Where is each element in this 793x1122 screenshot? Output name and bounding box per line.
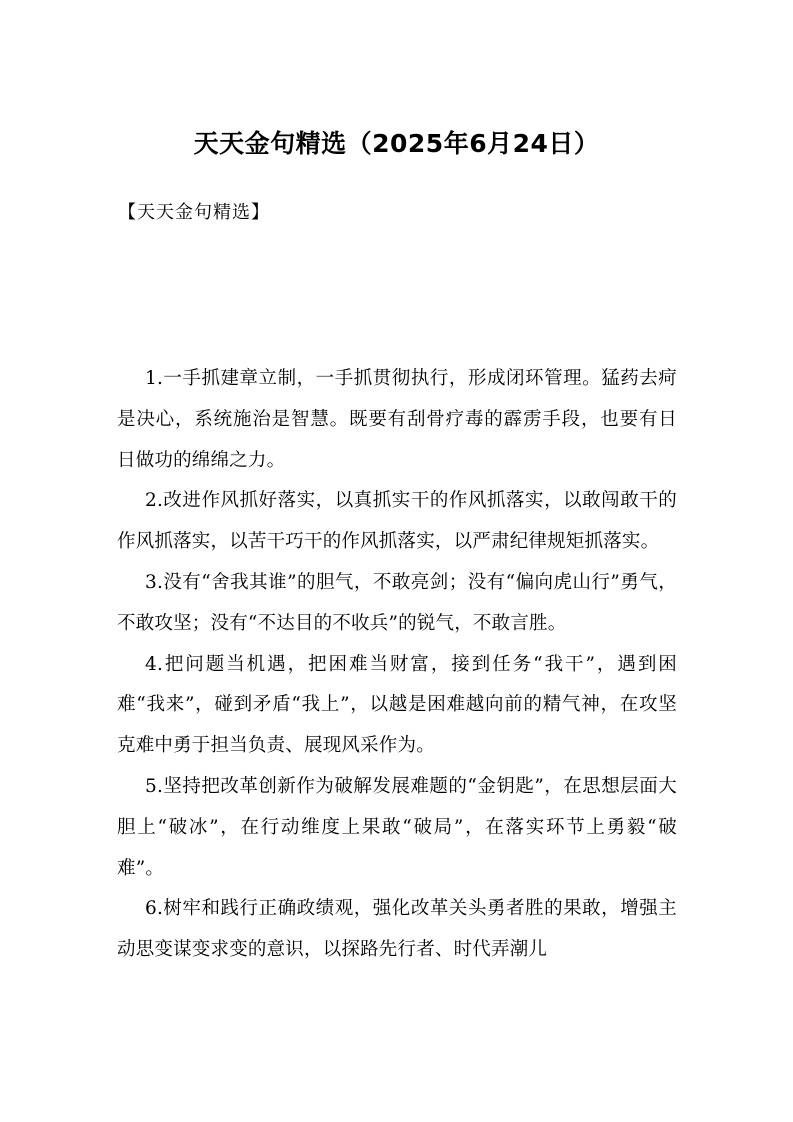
paragraph-1: 1.一手抓建章立制，一手抓贯彻执行，形成闭环管理。猛药去疴是决心，系统施治是智慧。既要有刮骨疗毒的霹雳手段，也要有日日做功的绵绵之力。 — [117, 368, 677, 471]
paragraph-6: 6.树牢和践行正确政绩观，强化改革关头勇者胜的果敢，增强主动思变谋变求变的意识，以探路先行者、时代弄潮儿 — [117, 898, 677, 961]
section-heading: 【天天金句精选】 — [118, 202, 270, 223]
paragraph-2: 2.改进作风抓好落实，以真抓实干的作风抓落实，以敢闯敢干的作风抓落实，以苦干巧干的作风抓落实，以严肃纪律规矩抓落实。 — [117, 490, 677, 553]
document-body — [117, 359, 677, 971]
paragraph-5: 5.坚持把改革创新作为破解发展难题的“金钥匙”，在思想层面大胆上“破冰”，在行动维度上果敢“破局”，在落实环节上勇毅“破难”。 — [117, 775, 677, 879]
paragraph-4: 4.把问题当机遇，把困难当财富，接到任务“我干”，遇到困难“我来”，碰到矛盾“我上”，以越是困难越向前的精气神，在攻坚克难中勇于担当负责、展现风采作为。 — [117, 653, 677, 757]
paragraph-3: 3.没有“舍我其谁”的胆气，不敢亮剑；没有“偏向虎山行”勇气，不敢攻坚；没有“不达目的不收兵”的锐气，不敢言胜。 — [117, 571, 677, 634]
document-title: 天天金句精选（2025年6月24日） — [193, 129, 600, 158]
